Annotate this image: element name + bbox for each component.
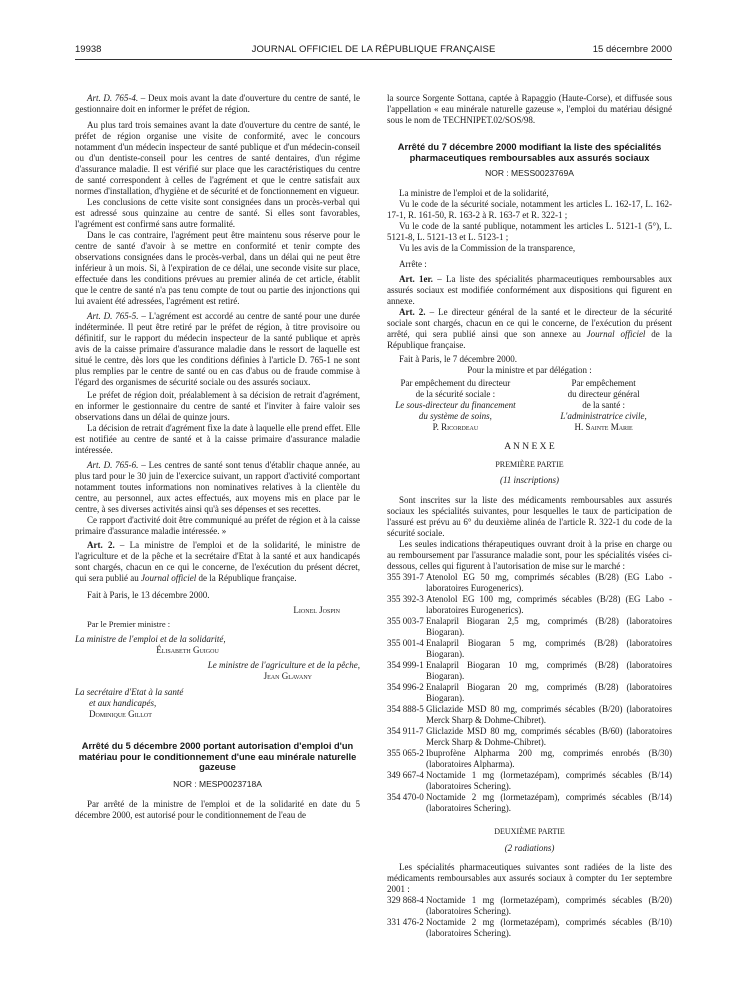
list-item [387,616,672,638]
list-item [387,895,672,917]
article-2: Art. 2. – Le directeur général de la santé et le directeur de la sécurité sociale sont chargés, chacun en ce qui le concerne, de l'exécution du présent arrêté, qui sera publié ainsi que son annexe au Journal officiel de la République française. [387,307,672,350]
paragraph: Le préfet de région doit, préalablement à sa décision de retrait d'agrément, en informer le gestionnaire du centre de santé et l'inviter à faire valoir ses observations dans un délai de quinze jours. [75,390,360,422]
paragraph: Vu le code de la santé publique, notamment les articles L. 5121-1 (5°), L. 5121-8, L. 5121-13 et L. 5123-1 ; [387,221,672,242]
signer-prime-minister: Lionel Jospin [293,605,340,615]
drug-description: Enalapril Biogaran 2,5 mg, comprimés (B/28) (laboratoires Biogaran). [426,616,672,637]
page-header [75,44,672,58]
article-d765-4: Art. D. 765-4. – Deux mois avant la date d'ouverture du centre de santé, le gestionnaire doit en informer le préfet de région. [75,93,361,114]
minister-name: Dominique Gillot [89,709,152,719]
list-item [387,704,672,726]
signature-left: Par empêchement du directeur de la sécurité sociale : Le sous-directeur du financement du système de soins, P. Ricordeau [395,378,516,432]
list-item [387,748,672,770]
arrete-title: Arrêté du 7 décembre 2000 modifiant la liste des spécialités pharmaceutiques remboursables aux assurés sociaux [397,142,662,163]
paragraph: Les seules indications thérapeutiques ouvrant droit à la prise en charge ou au remboursement par l'assurance maladie sont, pour les spécialités visées ci-dessous, celles qui figurent à l'autorisation de mise sur le marché : [387,539,672,571]
minister-title: La secrétaire d'Etat à la santé [75,687,184,697]
list-item [387,726,672,748]
header-rule [75,59,672,60]
cip-code: 355 391-7 [387,572,424,582]
part-heading: PREMIÈRE PARTIE [495,460,564,469]
paragraph: La décision de retrait d'agrément fixe la date à laquelle elle prend effet. Elle est notifiée au centre de santé et à la caisse primaire d'assurance maladie intéressée. [75,423,360,455]
drug-description: Enalapril Biogaran 20 mg, comprimés (B/28) (laboratoires Biogaran). [426,682,672,703]
part-subheading: (2 radiations) [504,843,555,853]
cip-code: 349 667-4 [387,770,424,780]
cip-code: 354 911-7 [387,726,424,736]
issue-date: 15 décembre 2000 [592,44,672,55]
minister-title: La ministre de l'emploi et de la solidarité, [75,634,226,644]
page-number: 19938 [75,44,102,55]
drug-description: Gliclazide MSD 80 mg, comprimés sécables (B/60) (laboratoires Merck Sharp & Dohme-Chibret). [426,726,672,747]
cip-code: 355 392-3 [387,594,424,604]
list-item [387,682,672,704]
drug-description: Noctamide 1 mg (lormetazépam), comprimés sécables (B/14) (laboratoires Schering). [426,770,672,791]
cip-code: 354 470-0 [387,792,424,802]
radiations-list [387,895,672,939]
list-item [387,594,672,616]
nor-reference: NOR : MESS0023769A [485,168,574,178]
done-at: Fait à Paris, le 13 décembre 2000. [87,590,210,600]
drug-description: Enalapril Biogaran 10 mg, comprimés (B/28) (laboratoires Biogaran). [426,660,672,681]
article-2: Art. 2. – La ministre de l'emploi et de la solidarité, le ministre de l'agriculture et de la pêche et la secrétaire d'Etat à la santé et aux handicapés sont chargés, chacun en ce qui le concerne, de l'exécution du présent décret, qui sera publié au Journal officiel de la République française. [75,540,360,583]
article-d765-6: Art. D. 765-6. – Les centres de santé sont tenus d'établir chaque année, au plus tard pour le 30 juin de l'exercice suivant, un rapport d'activité comportant notamment toutes informations non nominatives relatives à la clientèle du centre, au personnel, aux actes effectués, aux moyens mis en place par le centre, à ses diverses activités ainsi qu'à ses dépenses et ses recettes. [75,460,360,514]
part-subheading: (11 inscriptions) [499,475,560,485]
article-d765-5: Art. D. 765-5. – L'agrément est accordé au centre de santé pour une durée indéterminée. Il peut être retiré par le préfet de région, à titre provisoire ou définitif, sur le rapport du médecin inspecteur de la santé publique et après avis de la caisse primaire d'assurance maladie dans le ressort de laquelle est situé le centre, dès lors que les conditions définies à l'article D. 765-1 ne sont plus remplies par le centre de santé ou en cas d'abus ou de fraude commise à l'égard des organismes de sécurité sociale ou des assurés sociaux. [75,311,361,387]
paragraph: Vu le code de la sécurité sociale, notamment les articles L. 162-17, L. 162-17-1, R. 161-50, R. 163-2 à R. 163-7 et R. 322-1 ; [387,199,672,220]
nor-reference: NOR : MESP0023718A [173,778,262,789]
cip-code: 354 996-2 [387,682,424,692]
cip-code: 355 065-2 [387,748,424,758]
drug-description: Atenolol EG 100 mg, comprimés sécables (B/28) (EG Labo - laboratoires Eurogenerics). [426,594,672,615]
drug-description: Gliclazide MSD 80 mg, comprimés sécables (B/20) (laboratoires Merck Sharp & Dohme-Chibret). [426,704,672,725]
paragraph: La ministre de l'emploi et de la solidarité, [399,188,549,198]
paragraph: Vu les avis de la Commission de la transparence, [399,243,576,253]
arrete-title: Arrêté du 5 décembre 2000 portant autorisation d'emploi d'un matériau pour le conditionnement d'une eau minérale naturelle gazeuse [78,741,357,772]
list-item [387,660,672,682]
paragraph: Dans le cas contraire, l'agrément peut être maintenu sous réserve pour le centre de santé d'avoir à se mettre en conformité et tenir compte des observations consignées dans le procès-verbal, dans un délai qui ne peut être inférieur à un mois. Si, à l'expiration de ce délai, une seconde visite sur place, effectuée dans les conditions prévues au premier alinéa de cet article, établit que le centre de santé n'a pas tenu compte de tout ou partie des injonctions qui lui avaient été adressées, l'agrément est retiré. [75,230,360,306]
list-item [387,792,672,814]
cip-code: 355 001-4 [387,638,424,648]
paragraph: la source Sorgente Sottana, captée à Rapaggio (Haute-Corse), et diffusée sous l'appellation « eau minérale naturelle gazeuse », l'emploi du matériau désigné sous le nom de TECHNIPET.02/SOS/98. [387,93,672,125]
right-column [387,93,672,939]
paragraph: Les conclusions de cette visite sont consignées dans un procès-verbal qui est adressé sous quinzaine au centre de santé. Si elles sont favorables, l'agrément est confirmé sans autre formalité. [75,197,360,229]
signature-right: Par empêchement du directeur général de la santé : L'administratrice civile, H. Sainte Marie [560,378,647,432]
drug-description: Enalapril Biogaran 5 mg, comprimés (B/28) (laboratoires Biogaran). [426,638,672,659]
minister-title: Le ministre de l'agriculture et de la pêche, [207,660,360,670]
drug-description: Ibuprofène Alpharma 200 mg, comprimés enrobés (B/30) (laboratoires Alpharma). [426,748,672,769]
cip-code: 329 868-4 [387,895,424,905]
cip-code: 331 476-2 [387,917,424,927]
list-item [387,572,672,594]
done-at: Fait à Paris, le 7 décembre 2000. [399,354,517,364]
article-1: Art. 1er. – La liste des spécialités pharmaceutiques remboursables aux assurés sociaux est modifiée conformément aux dispositions qui figurent en annexe. [387,274,672,306]
list-item [387,770,672,792]
annexe-heading: A N N E X E [504,442,555,452]
drug-description: Noctamide 1 mg (lormetazépam), comprimés sécables (B/20) (laboratoires Schering). [426,895,672,916]
drug-description: Atenolol EG 50 mg, comprimés sécables (B/28) (EG Labo - laboratoires Eurogenerics). [426,572,672,593]
paragraph: Ce rapport d'activité doit être communiqué au préfet de région et à la caisse primaire d'assurance maladie intéressée. » [75,515,360,536]
part-heading: DEUXIÈME PARTIE [494,827,565,836]
paragraph: Les spécialités pharmaceutiques suivantes sont radiées de la liste des médicaments remboursables aux assurés sociaux à compter du 1er septembre 2001 : [387,862,672,894]
drug-description: Noctamide 2 mg (lormetazépam), comprimés sécables (B/14) (laboratoires Schering). [426,792,672,813]
paragraph: Par arrêté de la ministre de l'emploi et de la solidarité en date du 5 décembre 2000, est autorisé pour le conditionnement de l'eau de [75,798,360,820]
list-item [387,638,672,660]
left-column [75,93,360,821]
list-item [387,917,672,939]
by-prime-minister: Par le Premier ministre : [87,619,171,629]
cip-code: 354 999-1 [387,660,424,670]
paragraph: Au plus tard trois semaines avant la date d'ouverture du centre de santé, le préfet de région organise une visite de conformité, avec le concours notamment d'un médecin inspecteur de santé publique et d'un médecin-conseil ou d'un dentiste-conseil pour les centres de santé dentaires, d'un régime d'assurance maladie. Il est vérifié sur place que les caractéristiques du centre de santé correspondent à celles de l'agrément et que le centre satisfait aux normes d'installation, d'hygiène et de sécurité et de fonctionnement en vigueur. [75,120,360,196]
inscriptions-list [387,572,672,814]
cip-code: 355 003-7 [387,616,424,626]
drug-description: Noctamide 2 mg (lormetazépam), comprimés sécables (B/10) (laboratoires Schering). [426,917,672,938]
minister-name: Élisabeth Guigou [156,645,219,655]
paragraph: Sont inscrites sur la liste des médicaments remboursables aux assurés sociaux les spécialités suivantes, pour lesquelles le taux de participation de l'assuré est prévu au 6° du deuxième alinéa de l'article R. 322-1 du code de la sécurité sociale. [387,495,672,538]
minister-name: Jean Glavany [263,671,312,681]
minister-title: et aux handicapés, [89,698,157,708]
signatures [387,378,672,433]
cip-code: 354 888-5 [387,704,424,714]
journal-title: JOURNAL OFFICIEL DE LA RÉPUBLIQUE FRANÇAISE [251,44,496,55]
delegation: Pour la ministre et par délégation : [467,365,592,375]
arrete-label: Arrête : [399,259,427,269]
